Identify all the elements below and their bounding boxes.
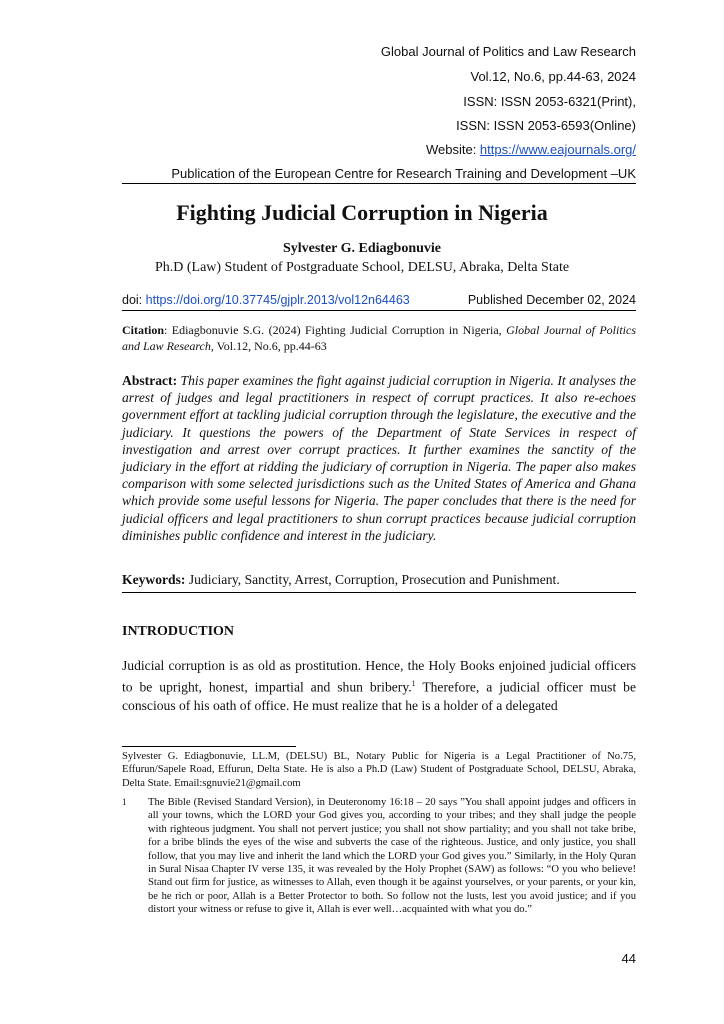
keywords: [122, 571, 636, 593]
author-affiliation: Ph.D (Law) Student of Postgraduate School, DELSU, Abraka, Delta State: [154, 260, 570, 275]
doi-link[interactable]: https://doi.org/10.37745/gjplr.2013/vol12n64463: [145, 293, 410, 307]
footnote-text: The Bible (Revised Standard Version), in Deuteronomy 16:18 – 20 says ”You shall appoint judges and officers in all your towns, which the LORD your God gives you, according to your tribes; and they shall judge the people with righteous judgment. You shall not pervert justice; you shall not show partiality; and you shall not take bribe, for a bribe blinds the eyes of the wise and subverts the case of the righteous. Justice, and only justice, you shall follow, that you may live and inherit the land which the LORD your God gives you.” Similarly, in the Holy Quran in Sural Nisaa Chapter IV verse 135, it was revealed by the Holy Prophet (SAW) as follows: “O you who believe! Stand out firm for justice, as witnesses to Allah, even though it be against yourselves, or your parents, or your kin, be he rich or poor, Allah is a Better Protector to both. So follow not the lusts, lest you avoid justice; and if you distort your witness or refuse to give it, Allah is ever well…acquainted with what you do.”: [148, 797, 636, 916]
doi-label: doi:: [122, 293, 146, 307]
website-link[interactable]: https://www.eajournals.org/: [479, 142, 636, 157]
issn-print: ISSN: ISSN 2053-6321(Print),: [463, 94, 636, 109]
website-line: [426, 142, 636, 157]
keywords-text: Judiciary, Sanctity, Arrest, Corruption, Prosecution and Punishment.: [185, 572, 560, 587]
keywords-label: Keywords:: [122, 572, 186, 587]
author-name: Sylvester G. Ediagbonuvie: [282, 241, 442, 256]
doi-row: [122, 293, 636, 311]
abstract: [122, 372, 636, 544]
citation-volume: , Vol.12, No.6, pp.44-63: [210, 339, 327, 353]
footnote-ref[interactable]: 1: [411, 679, 416, 688]
intro-text-b: Therefore, a judicial officer must be conscious of his oath of office. He must realize that he is a holder of a delegated: [122, 679, 637, 713]
doi: [122, 293, 410, 307]
issn-online: ISSN: ISSN 2053-6593(Online): [456, 118, 636, 133]
section-heading-introduction: INTRODUCTION: [122, 624, 235, 639]
footnote-number: 1: [122, 797, 127, 807]
citation-text: : Ediagbonuvie S.G. (2024) Fighting Judicial Corruption in Nigeria,: [164, 323, 507, 337]
journal-name: Global Journal of Politics and Law Research: [380, 44, 636, 59]
introduction-paragraph: [122, 657, 636, 715]
intro-text-a: Judicial corruption is as old as prostitution. Hence, the Holy Books enjoined judicial officers to be upright, honest, impartial and shun bribery.: [122, 658, 636, 695]
abstract-label: Abstract:: [122, 373, 178, 388]
page-number: 44: [621, 951, 636, 966]
citation: [122, 322, 636, 354]
published-date: Published December 02, 2024: [467, 293, 636, 307]
article-title: Fighting Judicial Corruption in Nigeria: [176, 200, 548, 225]
abstract-text: This paper examines the fight against judicial corruption in Nigeria. It analyses the arrest of judges and legal practitioners in respect of corrupt practices. It also re-echoes government effort at tackling judicial corruption through the legislature, the executive and the judiciary. It questions the powers of the Department of State Services in respect of investigation and arrest over corrupt practices. It further examines the sanctity of the judiciary in the effort at ridding the judiciary of corruption in Nigeria. The paper also makes comparison with some selected jurisdictions such as the United States of America and Ghana which provide some useful lessons for Nigeria. The paper concludes that there is the need for judicial officers and legal practitioners to shun corrupt practices because judicial corruption diminishes public confidence and interest in the judiciary.: [122, 373, 636, 543]
footnote-divider: [122, 746, 296, 747]
citation-journal: Global Journal of Politics and Law Research: [122, 323, 636, 353]
citation-label: Citation: [122, 323, 164, 337]
volume-info: Vol.12, No.6, pp.44-63, 2024: [470, 69, 636, 84]
author-footnote: Sylvester G. Ediagbonuvie, LL.M, (DELSU) BL, Notary Public for Nigeria is a Legal Practitioner of No.75, Effurun/Sapele Road, Effurun, Delta State. He is also a Ph.D (Law) Student of Postgraduate School, DELSU, Abraka, Delta State. Email:sgnuvie21@gmail.com: [122, 751, 636, 789]
website-label: Website:: [425, 142, 480, 157]
footnote-1: [122, 796, 636, 917]
publisher-line: Publication of the European Centre for Research Training and Development –UK: [122, 166, 636, 184]
